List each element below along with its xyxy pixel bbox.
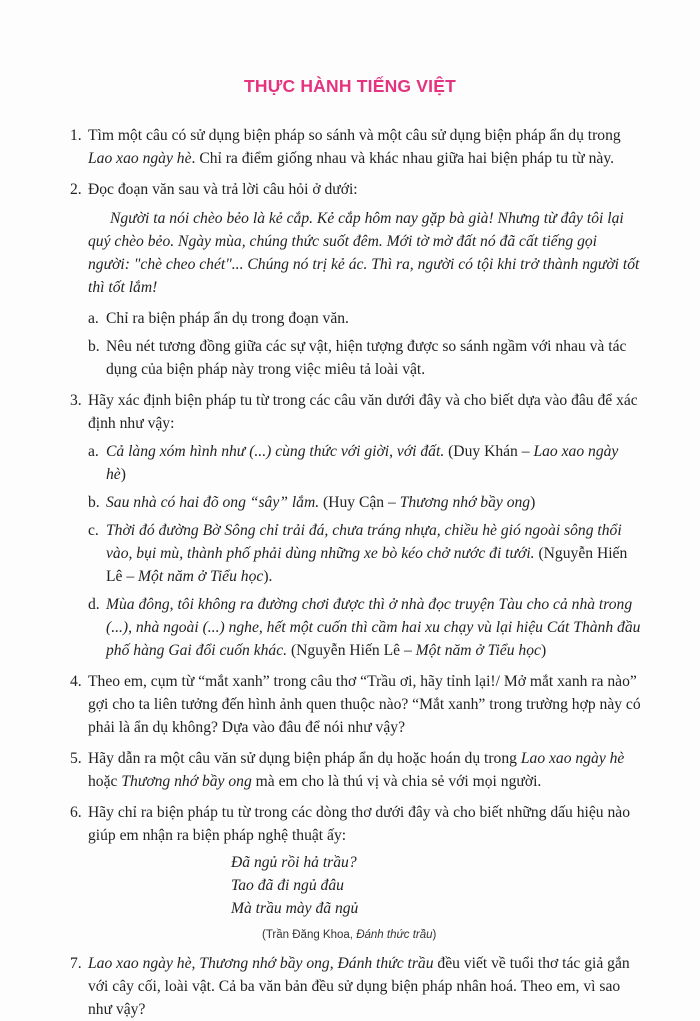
example-quote: Cả làng xóm hình như (...) cùng thức với giời, với đất.	[106, 443, 445, 460]
sub-label: d.	[88, 596, 100, 613]
text-part: Hãy dẫn ra một câu văn sử dụng biện pháp ẩn dụ hoặc hoán dụ trong	[88, 750, 521, 767]
sub-text: Nêu nét tương đồng giữa các sự vật, hiện tượng được so sánh ngầm với nhau và tác dụng của biện pháp này trong việc miêu tả loài vật.	[106, 338, 627, 378]
source-author: (Trần Đăng Khoa,	[262, 929, 357, 941]
citation-author: (Huy Cận –	[319, 494, 400, 511]
poem-line: Mà trầu mày đã ngủ	[231, 900, 359, 917]
work-title: Lao xao ngày hè	[88, 150, 192, 167]
work-title: Lao xao ngày hè	[106, 443, 619, 483]
question-1	[0, 124, 700, 170]
question-number: 3.	[70, 392, 82, 409]
question-5	[0, 747, 700, 793]
text-part: . Chỉ ra điểm giống nhau và khác nhau giữa hai biện pháp tu từ này.	[191, 150, 615, 167]
example-quote: Mùa đông, tôi không ra đường chơi được thì ở nhà đọc truyện Tàu cho cả nhà trong (...), nhà ngoài (...) nghe, hết một cuốn thì cầm hai xu chạy vù lại hiệu Cát Thành đầu phố hàng Gai đổi cuốn khác.	[106, 596, 641, 659]
sub-text	[106, 519, 642, 588]
work-titles: Lao xao ngày hè, Thương nhớ bầy ong, Đánh thức trầu	[88, 955, 434, 972]
sub-label: b.	[88, 338, 100, 355]
question-text: Đọc đoạn văn sau và trả lời câu hỏi ở dưới:	[88, 181, 358, 198]
poem-excerpt	[231, 851, 700, 920]
sub-question-3b	[0, 491, 700, 514]
exercise-list	[0, 124, 700, 1021]
sub-text: Chỉ ra biện pháp ẩn dụ trong đoạn văn.	[106, 310, 349, 327]
question-number: 2.	[70, 181, 82, 198]
question-3	[0, 389, 700, 435]
poem-line: Đã ngủ rồi hả trầu?	[231, 854, 357, 871]
sub-question-2b	[0, 335, 700, 381]
citation-author: (Nguyễn Hiến Lê –	[287, 642, 416, 659]
work-title: Lao xao ngày hè	[520, 750, 625, 767]
sub-question-3d	[0, 593, 700, 662]
question-6	[0, 801, 700, 847]
text-part: đều viết về tuổi thơ tác giả gắn với cây cối, loài vật. Cả ba văn bản đều sử dụng biện pháp nhân hoá. Theo em, vì sao như vậy?	[88, 955, 630, 1018]
text-part: mà em cho là thú vị và chia sẻ với mọi người.	[251, 773, 542, 790]
citation-close: ).	[263, 568, 273, 585]
work-title: Một năm ở Tiểu học	[415, 642, 541, 659]
sub-label: b.	[88, 494, 100, 511]
citation-close: )	[530, 494, 536, 511]
work-title: Thương nhớ bầy ong	[121, 773, 252, 790]
source-work: Đánh thức trầu	[356, 929, 433, 941]
poem-line: Tao đã đi ngủ đâu	[231, 877, 344, 894]
citation-close: )	[540, 642, 547, 659]
sub-label: c.	[88, 522, 99, 539]
question-2	[0, 178, 700, 201]
sub-question-2a	[0, 307, 700, 330]
work-title: Một năm ở Tiểu học	[138, 568, 264, 585]
question-number: 6.	[70, 804, 82, 821]
work-title: Thương nhớ bầy ong	[399, 494, 531, 511]
sub-text	[106, 593, 642, 662]
question-text: Theo em, cụm từ “mắt xanh” trong câu thơ “Trầu ơi, hãy tỉnh lại!/ Mở mắt xanh ra nào” gợi cho ta liên tưởng đến hình ảnh quen thuộc nào? “Mắt xanh” trong trường hợp này có phải là ẩn dụ không? Dựa vào đâu để nói như vậy?	[88, 673, 641, 736]
citation-author: (Duy Khán –	[444, 443, 534, 460]
example-quote: Thời đó đường Bờ Sông chỉ trải đá, chưa tráng nhựa, chiều hè gió ngoài sông thổi vào, bụi mù, thành phố phải dùng những xe bò kéo chở nước đi tưới.	[106, 522, 622, 562]
sub-label: a.	[88, 310, 99, 327]
quoted-passage: Người ta nói chèo bẻo là kẻ cắp. Kẻ cắp hôm nay gặp bà già! Nhưng từ đây tôi lại quý chèo bẻo. Ngày mùa, chúng thức suốt đêm. Mới tờ mờ đất nó đã cất tiếng gọi người: "chè cheo chét"... Chúng nó trị kẻ ác. Thì ra, người có tội khi trở thành người tốt thì tốt lắm!	[88, 210, 640, 296]
question-text: Hãy chỉ ra biện pháp tu từ trong các dòng thơ dưới đây và cho biết những dấu hiệu nào giúp em nhận ra biện pháp nghệ thuật ấy:	[88, 804, 631, 844]
question-number: 1.	[70, 127, 82, 144]
question-text	[88, 952, 642, 1021]
question-text: Hãy xác định biện pháp tu từ trong các câu văn dưới đây và cho biết dựa vào đâu để xác định như vậy:	[88, 392, 638, 432]
sub-label: a.	[88, 443, 99, 460]
sub-question-3c	[0, 519, 700, 588]
sub-question-3a	[0, 440, 700, 486]
page-title: THỰC HÀNH TIẾNG VIỆT	[244, 76, 456, 96]
question-4	[0, 670, 700, 739]
example-quote: Sau nhà có hai đõ ong “sây” lắm.	[106, 494, 320, 511]
question-number: 7.	[70, 955, 82, 972]
sub-text	[106, 491, 642, 514]
poem-source	[262, 926, 700, 944]
text-part: hoặc	[88, 773, 122, 790]
question-number: 5.	[70, 750, 82, 767]
question-number: 4.	[70, 673, 82, 690]
source-close: )	[432, 929, 437, 941]
citation-close: )	[120, 466, 126, 483]
sub-text	[106, 440, 642, 486]
text-part: Tìm một câu có sử dụng biện pháp so sánh và một câu sử dụng biện pháp ẩn dụ trong	[88, 127, 621, 144]
citation-author: (Nguyễn Hiến Lê –	[106, 545, 628, 585]
question-text	[88, 124, 642, 170]
question-text	[88, 747, 642, 793]
question-7	[0, 952, 700, 1021]
